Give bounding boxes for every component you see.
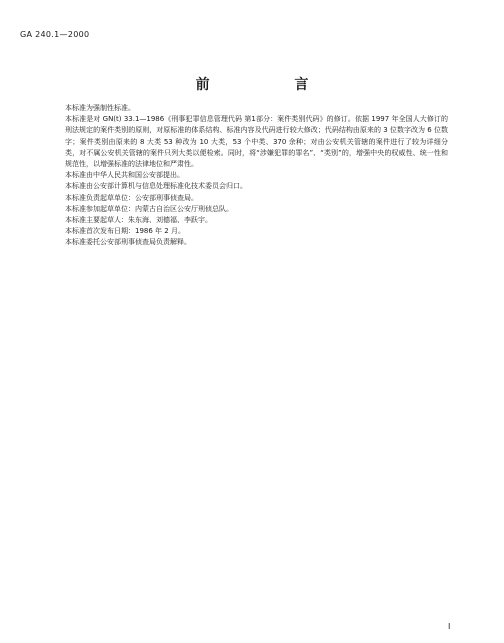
paragraph-revision-description: 本标准是对 GN(t) 33.1—1986《刑事犯罪信息管理代码 第1部分：案件类别代码》的修订。依据 1997 年全国人大修订的刑法规定的案件类别的原则，对原标准的体系结构、标准内容及代码进行较大修改；代码结构由原来的 3 位数字改为 6 位数字；案件类别由原来的 8 大类 53 种改为 10 大类，53 个中类、370 余种；对由公安机关管辖的案件进行了较为详细分类，对不属公安机关管辖的案件只列大类以便检索。同时，将“涉嫌犯罪的罪名”、“类别”的，增强中央的权威性、统一性和规范性，以增强标准的法律地位和严肃性。 [65,115,448,169]
page-number: I [448,622,451,631]
paragraph-drafting-unit: 本标准负责起草单位：公安部刑事侦查局。 [65,193,198,202]
page-title: 前 言 [195,77,349,93]
paragraph-proposed-by: 本标准由中华人民共和国公安部提出。 [65,171,184,180]
paragraph-mandatory-notice: 本标准为强制性标准。 [65,104,135,112]
paragraph-main-drafters: 本标准主要起草人：朱东海、刘德福、李跃宇。 [65,216,212,225]
paragraph-first-release-date: 本标准首次发布日期：1986 年 2 月。 [65,227,185,236]
paragraph-participating-unit: 本标准参加起草单位：内蒙古自治区公安厅刑侦总队。 [65,204,233,213]
paragraph-interpretation: 本标准委托公安部刑事侦查局负责解释。 [65,238,191,247]
standard-code: GA 240.1—2000 [20,30,90,39]
preface-body [65,103,448,249]
paragraph-centralized-by: 本标准由公安部计算机与信息处理标准化技术委员会归口。 [65,182,247,191]
